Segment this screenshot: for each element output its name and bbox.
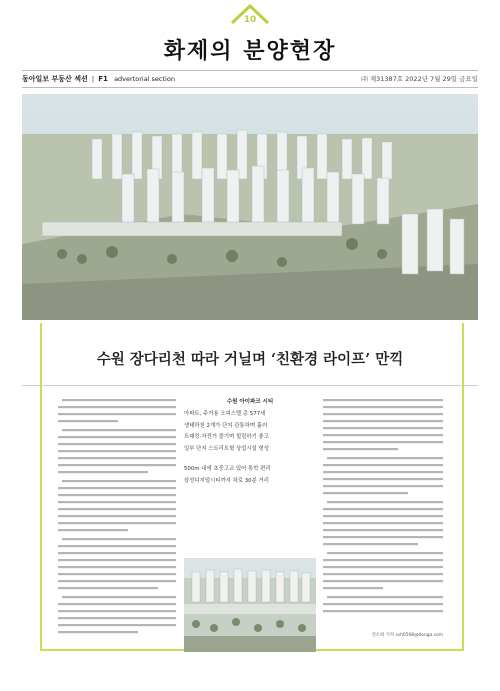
article-headline: 수원 장다리천 따라 거닐며 ‘친환경 라이프’ 만끽 [96, 351, 404, 368]
summary-line: 삼성디지털시티까지 차로 30분 거리 [184, 477, 269, 484]
complex-photo [184, 558, 316, 652]
headline-divider [22, 385, 478, 386]
article-sidebar [184, 397, 316, 487]
article-body-right [323, 397, 443, 640]
issue-info: ㈜ 제31387호 2022년 7월 29일 금요일 [361, 75, 478, 83]
logo-number: 10 [243, 15, 257, 25]
page-title: 화제의 분양현장 [163, 39, 337, 64]
summary-line: 아파트, 주거용 오피스텔 총 577세 [184, 411, 266, 417]
sidebar-heading: 수원 아이파크 시티 [226, 399, 274, 405]
summary-line: 트래킹·자전거 즐기며 힐링하기 좋고 [184, 434, 269, 440]
section-name: 동아일보 부동산 섹션 [22, 75, 88, 83]
page-number: F1 [98, 75, 108, 83]
summary-line: 500m 내에 초중고교 있어 통학 편리 [184, 466, 271, 472]
sidebar-summary [184, 409, 316, 487]
section-bar [22, 70, 478, 88]
byline: 연소희 기자 ssh0508@donga.com [371, 633, 443, 639]
section-info: 동아일보 부동산 섹션 | F1 advertorial section [22, 75, 175, 83]
article-body-left [58, 397, 176, 640]
summary-line: 생태하천 2개가 단지 관통하며 흘러 [184, 422, 268, 429]
summary-line: 일부 단지 스트리트형 상업시설 형성 [184, 445, 269, 452]
section-type: advertorial section [114, 75, 175, 83]
masthead-logo [228, 3, 272, 27]
aerial-rendering-image [22, 94, 478, 320]
